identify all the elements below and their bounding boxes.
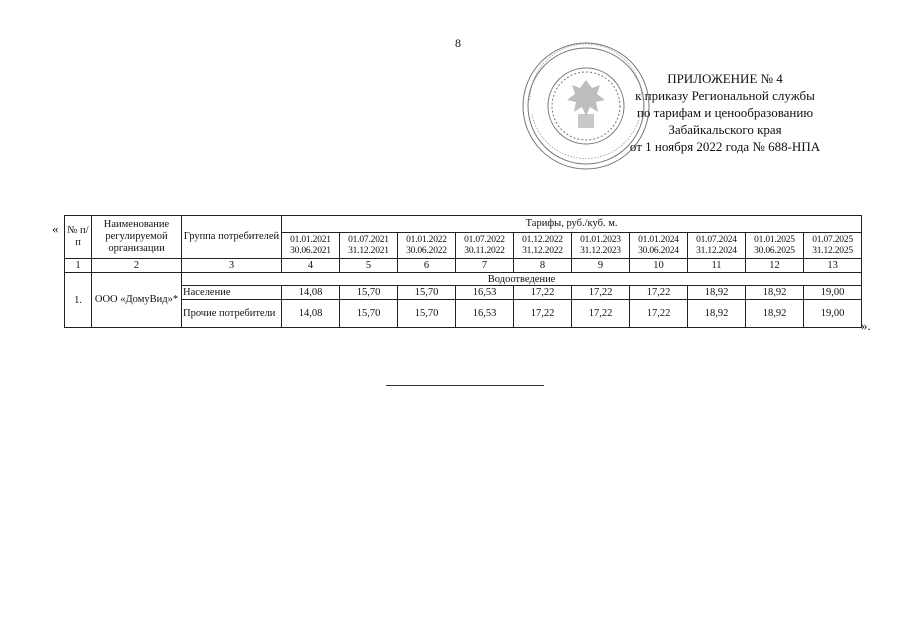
appendix-line-2: по тарифам и ценообразованию: [636, 105, 814, 120]
tariff-value: 17,22: [630, 286, 688, 300]
tariff-value: 15,70: [340, 286, 398, 300]
period-3: 01.01.2022 30.06.2022: [398, 233, 456, 259]
period-2: 01.07.2021 31.12.2021: [340, 233, 398, 259]
col-number: 3: [182, 259, 282, 273]
period-8: 01.07.2024 31.12.2024: [688, 233, 746, 259]
table-row: [65, 300, 862, 328]
period-10: 01.07.2025 31.12.2025: [804, 233, 862, 259]
tariff-value: 17,22: [572, 300, 630, 328]
tariff-value: 17,22: [572, 286, 630, 300]
period-5: 01.12.2022 31.12.2022: [514, 233, 572, 259]
col-number: 12: [746, 259, 804, 273]
appendix-title: ПРИЛОЖЕНИЕ № 4: [667, 71, 783, 86]
tariff-table: [64, 215, 862, 328]
col-number: 5: [340, 259, 398, 273]
appendix-line-1: к приказу Региональной службы: [635, 88, 815, 103]
tariff-value: 15,70: [398, 286, 456, 300]
header-tariffs: Тарифы, руб./куб. м.: [282, 216, 862, 233]
header-num: № п/п: [65, 216, 92, 259]
period-9: 01.01.2025 30.06.2025: [746, 233, 804, 259]
appendix-line-4: от 1 ноября 2022 года № 688-НПА: [629, 139, 821, 154]
col-number: 7: [456, 259, 514, 273]
appendix-block: [600, 70, 850, 155]
col-number: 13: [804, 259, 862, 273]
tariff-value: 18,92: [746, 286, 804, 300]
col-number: 6: [398, 259, 456, 273]
tariff-value: 18,92: [746, 300, 804, 328]
consumer-group: Прочие потребители: [182, 300, 282, 328]
tariff-value: 15,70: [340, 300, 398, 328]
period-7: 01.01.2024 30.06.2024: [630, 233, 688, 259]
tariff-value: 16,53: [456, 286, 514, 300]
tariff-value: 14,08: [282, 286, 340, 300]
tariff-value: 16,53: [456, 300, 514, 328]
row-number: 1.: [65, 273, 92, 328]
tariff-value: 19,00: [804, 300, 862, 328]
col-number: 2: [92, 259, 182, 273]
page-number: 8: [455, 36, 461, 50]
tariff-value: 18,92: [688, 300, 746, 328]
consumer-group: Население: [182, 286, 282, 300]
period-1: 01.01.2021 30.06.2021: [282, 233, 340, 259]
closing-quote: ».: [861, 318, 871, 333]
header-group: Группа потребителей: [182, 216, 282, 259]
opening-quote: «: [52, 221, 59, 236]
col-number: 8: [514, 259, 572, 273]
period-6: 01.01.2023 31.12.2023: [572, 233, 630, 259]
tariff-value: 19,00: [804, 286, 862, 300]
table-row: [65, 286, 862, 300]
col-number: 11: [688, 259, 746, 273]
col-number: 9: [572, 259, 630, 273]
tariff-value: 17,22: [630, 300, 688, 328]
tariff-value: 18,92: [688, 286, 746, 300]
col-number: 4: [282, 259, 340, 273]
organization-name: ООО «ДомуВид»*: [92, 273, 182, 328]
period-4: 01.07.2022 30.11.2022: [456, 233, 514, 259]
column-number-row: [65, 259, 862, 273]
header-org: Наименование регулируемой организации: [92, 216, 182, 259]
tariff-value: 15,70: [398, 300, 456, 328]
tariff-value: 14,08: [282, 300, 340, 328]
section-title: Водоотведение: [182, 273, 862, 286]
col-number: 1: [65, 259, 92, 273]
appendix-line-3: Забайкальского края: [668, 122, 782, 137]
footer-rule: [386, 385, 544, 386]
col-number: 10: [630, 259, 688, 273]
tariff-value: 17,22: [514, 286, 572, 300]
tariff-value: 17,22: [514, 300, 572, 328]
